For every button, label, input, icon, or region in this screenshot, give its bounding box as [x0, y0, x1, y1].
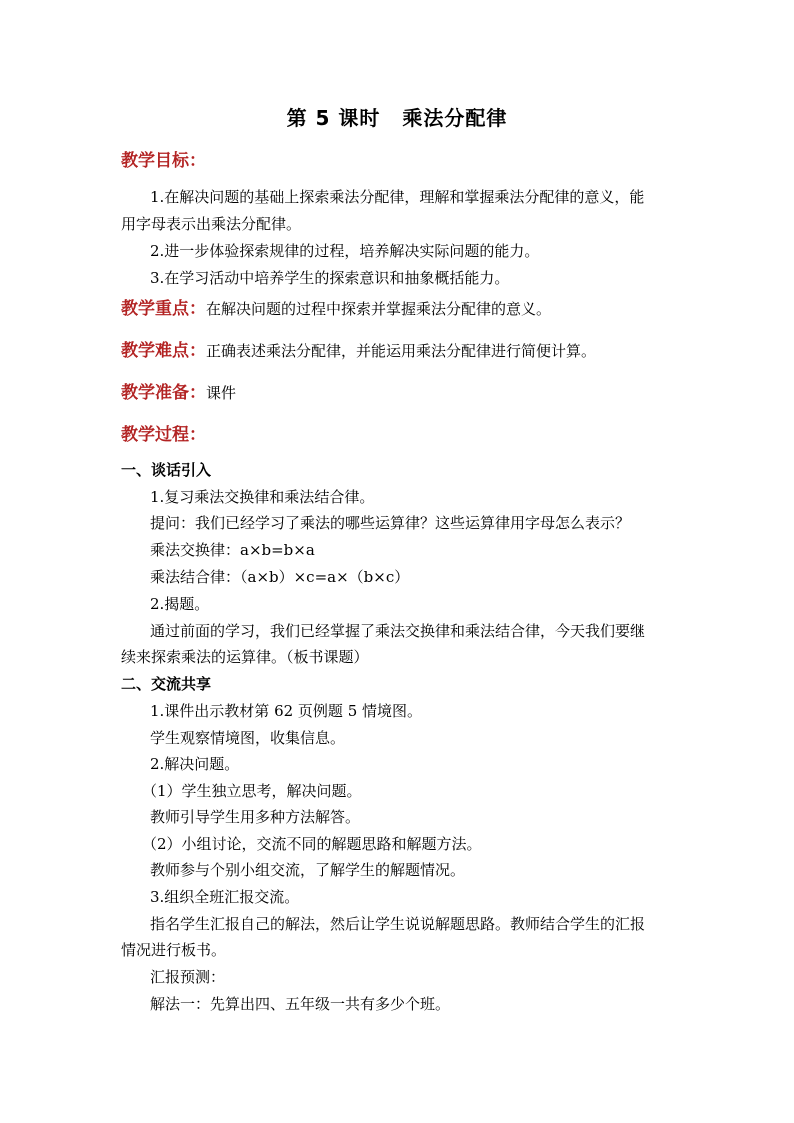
- objective-1-line-1: 1.在解决问题的基础上探索乘法分配律，理解和掌握乘法分配律的意义，能: [150, 188, 645, 206]
- section-2-line-8: 3.组织全班汇报交流。: [150, 888, 300, 906]
- objective-1-line-2: 用字母表示出乘法分配律。: [121, 215, 302, 233]
- objectives-heading: 教学目标：: [121, 151, 206, 171]
- section-1-line-4: 乘法结合律：（a×b）×c=a×（b×c）: [150, 568, 410, 586]
- key-point: [121, 298, 681, 320]
- objective-2: 2.进一步体验探索规律的过程，培养解决实际问题的能力。: [150, 242, 540, 260]
- section-1-line-2: 提问：我们已经学习了乘法的哪些运算律？这些运算律用字母怎么表示？: [150, 514, 631, 532]
- key-point-text: 在解决问题的过程中探索并掌握乘法分配律的意义。: [206, 300, 552, 318]
- section-2-line-2: 学生观察情境图，收集信息。: [150, 729, 346, 747]
- title-lesson-number: 第 5 课时: [286, 106, 381, 130]
- section-1-line-6a: 通过前面的学习，我们已经掌握了乘法交换律和乘法结合律，今天我们要继: [150, 622, 646, 640]
- preparation: [121, 382, 681, 404]
- section-2-line-9b: 情况进行板书。: [121, 941, 227, 959]
- section-2-line-5: 教师引导学生用多种方法解答。: [150, 808, 361, 826]
- section-2-heading: 二、交流共享: [121, 675, 212, 693]
- difficulty: [121, 340, 681, 362]
- preparation-label: 教学准备：: [121, 383, 206, 403]
- section-2-line-7: 教师参与个别小组交流，了解学生的解题情况。: [150, 861, 466, 879]
- preparation-text: 课件: [206, 384, 237, 402]
- section-2-line-10: 汇报预测：: [150, 968, 226, 986]
- section-1-line-1: 1.复习乘法交换律和乘法结合律。: [150, 488, 375, 506]
- title-topic: 乘法分配律: [402, 106, 508, 130]
- objective-3: 3.在学习活动中培养学生的探索意识和抽象概括能力。: [150, 269, 510, 287]
- section-1-heading: 一、谈话引入: [121, 461, 212, 479]
- difficulty-text: 正确表述乘法分配律，并能运用乘法分配律进行简便计算。: [206, 342, 597, 360]
- process-heading: 教学过程：: [121, 425, 206, 445]
- section-2-line-6: （2）小组讨论，交流不同的解题思路和解题方法。: [142, 835, 482, 853]
- section-2-line-4: （1）学生独立思考，解决问题。: [142, 782, 362, 800]
- key-point-label: 教学重点：: [121, 299, 206, 319]
- section-1-line-6b: 续来探索乘法的运算律。（板书课题）: [121, 648, 369, 666]
- section-1-line-3: 乘法交换律：a×b=b×a: [150, 541, 315, 559]
- page-title: [0, 104, 794, 132]
- section-2-line-9a: 指名学生汇报自己的解法，然后让学生说说解题思路。教师结合学生的汇报: [150, 915, 646, 933]
- difficulty-label: 教学难点：: [121, 341, 206, 361]
- section-2-line-11: 解法一：先算出四、五年级一共有多少个班。: [150, 995, 451, 1013]
- section-2-line-3: 2.解决问题。: [150, 755, 240, 773]
- section-2-line-1: 1.课件出示教材第 62 页例题 5 情境图。: [150, 702, 423, 720]
- section-1-line-5: 2.揭题。: [150, 595, 210, 613]
